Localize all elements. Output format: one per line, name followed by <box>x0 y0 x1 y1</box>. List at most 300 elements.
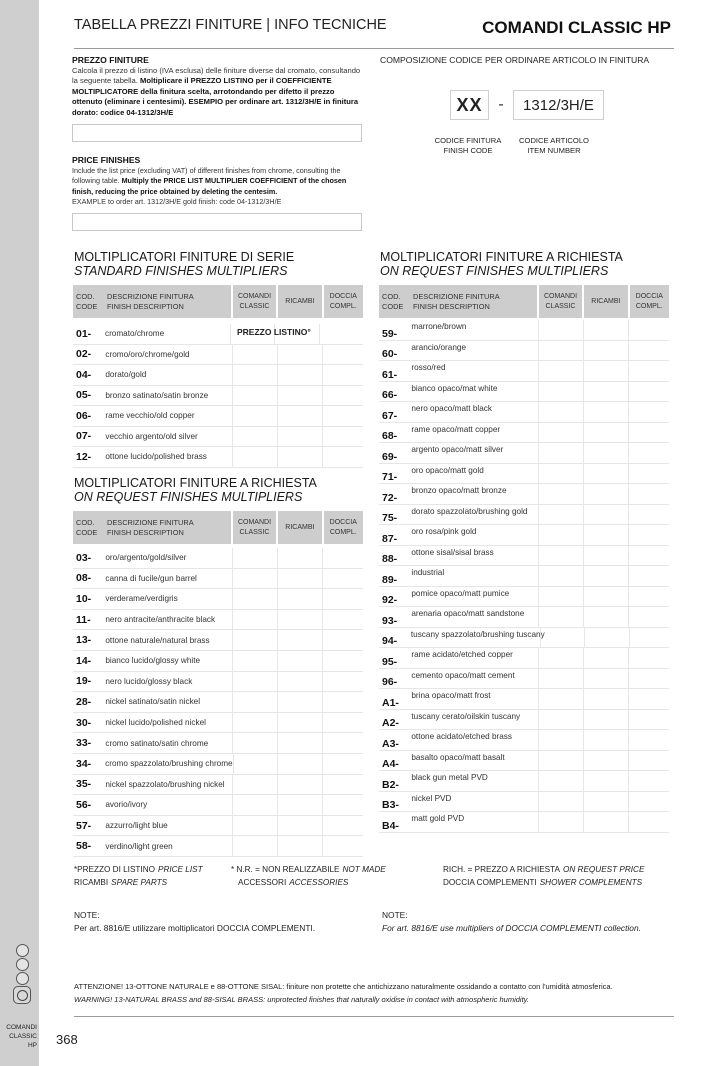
table-row <box>379 505 669 526</box>
table-row <box>73 795 363 816</box>
comandi-classic-cell <box>232 386 277 406</box>
ricambi-cell <box>277 672 322 692</box>
doccia-compl-cell <box>322 775 363 795</box>
doccia-compl-cell <box>628 505 669 525</box>
finish-code: 06- <box>76 409 92 422</box>
on-request-right-title: MOLTIPLICATORI FINITURE A RICHIESTA ON REQUEST FINISHES MULTIPLIERS <box>380 250 623 278</box>
ricambi-cell <box>277 365 322 385</box>
doccia-compl-cell <box>628 382 669 402</box>
finish-code: 92- <box>382 594 398 606</box>
doccia-compl-cell <box>322 345 363 365</box>
table-header: COD. CODE DESCRIZIONE FINITURA FINISH DESCRIPTION COMANDI CLASSIC RICAMBI DOCCIA COMPL. <box>73 285 363 318</box>
finish-code: 93- <box>382 614 398 627</box>
finish-code: A1- <box>382 696 399 709</box>
finish-description: tuscany cerato/oilskin tuscany <box>411 711 521 721</box>
standard-finishes-table <box>73 285 363 468</box>
ricambi-cell <box>583 710 628 730</box>
table-row <box>379 443 669 464</box>
on-request-right-table <box>379 285 669 833</box>
table-body <box>73 324 363 468</box>
ricambi-cell <box>583 443 628 463</box>
table-row <box>73 345 363 366</box>
ricambi-cell <box>583 587 628 607</box>
comandi-classic-cell <box>232 610 277 630</box>
finish-description: arancio/orange <box>411 342 466 352</box>
intro-box-it <box>72 124 362 142</box>
table-row <box>379 792 669 813</box>
comandi-classic-cell <box>232 427 277 447</box>
finish-description: nero antracite/anthracite black <box>105 615 216 625</box>
doccia-compl-cell <box>322 651 363 671</box>
finish-description: ottone sisal/sisal brass <box>411 547 494 557</box>
ricambi-cell <box>583 484 628 504</box>
table-row <box>379 669 669 690</box>
comandi-classic-cell <box>232 406 277 426</box>
table-row <box>379 771 669 792</box>
finish-description: cromo satinato/satin chrome <box>105 738 209 748</box>
knob-icon <box>16 944 29 957</box>
doccia-compl-cell <box>322 365 363 385</box>
code-separator: - <box>498 96 504 113</box>
ricambi-cell <box>583 402 628 422</box>
ricambi-cell <box>277 816 322 836</box>
comandi-classic-cell <box>538 464 583 484</box>
finish-description: brina opaco/matt frost <box>411 691 491 700</box>
doccia-compl-cell <box>628 751 669 771</box>
finish-description: pomice opaco/matt pumice <box>411 588 510 598</box>
finish-code: 33- <box>76 737 92 750</box>
finish-description: arenaria opaco/matt sandstone <box>411 609 525 618</box>
doccia-compl-cell <box>322 569 363 589</box>
comandi-classic-cell <box>538 402 583 422</box>
table-row <box>379 628 669 649</box>
doccia-compl-cell <box>628 423 669 443</box>
finish-code-box: XX <box>450 90 489 120</box>
ricambi-cell <box>583 382 628 402</box>
finish-code: 35- <box>76 778 92 791</box>
doccia-compl-cell <box>628 587 669 607</box>
comandi-classic-cell <box>232 651 277 671</box>
page-number: 368 <box>56 1032 78 1047</box>
finish-description: basalto opaco/matt basalt <box>411 752 505 762</box>
finish-code: 69- <box>382 450 398 463</box>
doccia-compl-cell <box>628 443 669 463</box>
finish-description: matt gold PVD <box>411 814 465 823</box>
price-list-label: PREZZO LISTINO° <box>237 327 311 337</box>
finish-code: 11- <box>76 613 91 626</box>
table-row <box>73 733 363 754</box>
doccia-compl-cell <box>628 484 669 504</box>
table-header: COD. CODE DESCRIZIONE FINITURA FINISH DESCRIPTION COMANDI CLASSIC RICAMBI DOCCIA COMPL. <box>73 511 363 544</box>
ricambi-cell <box>583 751 628 771</box>
finish-description: cromato/chrome <box>104 329 165 339</box>
comandi-classic-cell <box>538 812 583 832</box>
table-row <box>379 464 669 485</box>
finish-code: 94- <box>382 635 398 647</box>
knob-icon <box>16 958 29 971</box>
finish-code: 66- <box>382 389 398 401</box>
doccia-compl-cell <box>628 771 669 791</box>
finish-code: 71- <box>382 471 398 483</box>
finish-code: 08- <box>76 572 92 585</box>
finish-description: cromo/oro/chrome/gold <box>105 349 190 359</box>
finish-code: A3- <box>382 737 399 750</box>
table-row <box>73 569 363 590</box>
finish-description: black gun metal PVD <box>411 773 488 782</box>
doccia-compl-cell <box>322 692 363 712</box>
table-row <box>73 630 363 651</box>
legend-col-3: RICH. = PREZZO A RICHIESTA ON REQUEST PRICE DOCCIA COMPLEMENTI SHOWER COMPLEMENTS <box>443 865 645 887</box>
comandi-classic-cell <box>538 320 583 340</box>
comandi-classic-cell <box>538 648 583 668</box>
ricambi-cell <box>584 628 628 648</box>
ricambi-cell <box>277 427 322 447</box>
doccia-compl-cell <box>322 672 363 692</box>
comandi-classic-cell <box>538 669 583 689</box>
doccia-compl-cell <box>628 710 669 730</box>
table-row <box>379 607 669 628</box>
comandi-classic-cell <box>538 751 583 771</box>
table-row <box>73 713 363 734</box>
doccia-compl-cell <box>628 361 669 381</box>
comandi-classic-cell <box>232 692 277 712</box>
on-request-left-table <box>73 511 363 857</box>
finish-description: rame vecchio/old copper <box>105 411 195 421</box>
table-row <box>73 365 363 386</box>
collection-title: COMANDI CLASSIC HP <box>482 18 671 37</box>
item-number-label: CODICE ARTICOLO ITEM NUMBER <box>519 136 589 155</box>
ricambi-cell <box>277 447 322 467</box>
comandi-classic-cell <box>232 569 277 589</box>
finish-code: A4- <box>382 758 399 770</box>
finish-code: 95- <box>382 655 398 668</box>
doccia-compl-cell <box>628 730 669 750</box>
page-title: TABELLA PREZZI FINITURE | INFO TECNICHE <box>74 17 387 33</box>
table-row <box>73 775 363 796</box>
doccia-compl-cell <box>322 836 363 856</box>
doccia-compl-cell <box>319 324 363 344</box>
ricambi-cell <box>583 792 628 812</box>
doccia-compl-cell <box>322 427 363 447</box>
finish-description: canna di fucile/gun barrel <box>105 573 197 583</box>
ricambi-cell <box>583 669 628 689</box>
table-header: COD. CODE DESCRIZIONE FINITURA FINISH DESCRIPTION COMANDI CLASSIC RICAMBI DOCCIA COMPL. <box>379 285 669 318</box>
ricambi-cell <box>583 730 628 750</box>
finish-code: 61- <box>382 368 398 381</box>
finish-description: marrone/brown <box>411 322 467 331</box>
finish-description: ottone lucido/polished brass <box>105 452 207 462</box>
table-row <box>73 406 363 427</box>
comandi-classic-cell <box>538 792 583 812</box>
doccia-compl-cell <box>322 733 363 753</box>
header-divider <box>74 48 674 49</box>
table-row <box>379 341 669 362</box>
ricambi-cell <box>277 569 322 589</box>
note-en: NOTE: For art. 8816/E use multipliers of DOCCIA COMPLEMENTI collection. <box>382 910 641 933</box>
ricambi-cell <box>277 733 322 753</box>
ricambi-cell <box>583 546 628 566</box>
table-row <box>379 361 669 382</box>
doccia-compl-cell <box>322 795 363 815</box>
finish-code: 07- <box>76 430 92 443</box>
comandi-classic-cell <box>538 771 583 791</box>
finish-description: vecchio argento/old silver <box>105 431 198 441</box>
doccia-compl-cell <box>322 630 363 650</box>
doccia-compl-cell <box>322 447 363 467</box>
intro-title-en: PRICE FINISHES <box>72 155 141 165</box>
comandi-classic-cell <box>232 345 277 365</box>
intro-box-en <box>72 213 362 231</box>
comandi-classic-cell <box>232 447 277 467</box>
finish-description: nickel spazzolato/brushing nickel <box>105 779 225 789</box>
finish-description: cromo spazzolato/brushing chrome <box>105 759 233 769</box>
doccia-compl-cell <box>629 628 669 648</box>
ricambi-cell <box>277 836 322 856</box>
comandi-classic-cell <box>538 484 583 504</box>
finish-description: bronzo opaco/matt bronze <box>411 486 507 495</box>
finish-description: nickel satinato/satin nickel <box>105 697 201 707</box>
doccia-compl-cell <box>322 548 363 568</box>
ricambi-cell <box>277 692 322 712</box>
doccia-compl-cell <box>628 648 669 668</box>
finish-description: rosso/red <box>411 363 446 372</box>
ricambi-cell <box>583 812 628 832</box>
finish-description: verderame/verdigris <box>105 594 178 604</box>
finish-code: 19- <box>76 675 92 688</box>
finish-description: cemento opaco/matt cement <box>411 670 515 680</box>
footer-divider <box>74 1016 674 1017</box>
finish-description: nero opaco/matt black <box>411 404 492 413</box>
table-row <box>73 589 363 610</box>
doccia-compl-cell <box>628 566 669 586</box>
doccia-compl-cell <box>628 669 669 689</box>
ricambi-cell <box>583 423 628 443</box>
finish-code: B2- <box>382 778 399 791</box>
comandi-classic-cell <box>232 589 277 609</box>
table-row <box>379 423 669 444</box>
code-composition-title: COMPOSIZIONE CODICE PER ORDINARE ARTICOLO IN FINITURA <box>380 55 650 65</box>
comandi-classic-cell <box>232 816 277 836</box>
ricambi-cell <box>277 713 322 733</box>
ricambi-cell <box>277 345 322 365</box>
code-composition <box>380 55 680 155</box>
table-row <box>379 751 669 772</box>
ricambi-cell <box>583 648 628 668</box>
finish-code: 13- <box>76 634 92 647</box>
finish-description: oro opaco/matt gold <box>411 465 484 475</box>
doccia-compl-cell <box>628 792 669 812</box>
table-body <box>379 320 669 833</box>
finish-code: A2- <box>382 717 399 729</box>
table-row <box>73 447 363 468</box>
item-number-box: 1312/3H/E <box>513 90 604 120</box>
doccia-compl-cell <box>628 464 669 484</box>
comandi-classic-cell <box>538 546 583 566</box>
table-row <box>379 710 669 731</box>
finish-description: nickel lucido/polished nickel <box>105 718 206 728</box>
ricambi-cell <box>277 651 322 671</box>
finish-description: avorio/ivory <box>105 800 148 810</box>
ricambi-cell <box>277 775 322 795</box>
intro-text-en: Include the list price (excluding VAT) of different finishes from chrome, consulting the following table. Multiply the PRICE LIST MULTIPLIER COEFFICIENT of the chosen finish, reducing the price obtained by deleting the centesim. EXAMPLE to order art. 1312/3H/E gold finish: code 04-1312/3H/E <box>72 165 347 206</box>
ricambi-cell <box>583 361 628 381</box>
ricambi-cell <box>583 525 628 545</box>
table-row <box>379 484 669 505</box>
finish-description: ottone naturale/natural brass <box>105 635 210 645</box>
warning: ATTENZIONE! 13-OTTONE NATURALE e 88-OTTONE SISAL: finiture non protette che antichizzano naturalmente ossidando a contatto con l'umidità atmosferica. WARNING! 13-NATURAL BRASS and 88-SISAL BRASS: unprotected finishes that naturally oxidise in contact with atmospheric humidity. <box>74 982 613 1004</box>
standard-section-title: MOLTIPLICATORI FINITURE DI SERIE STANDARD FINISHES MULTIPLIERS <box>74 250 295 278</box>
doccia-compl-cell <box>322 610 363 630</box>
finish-code: 12- <box>76 450 92 463</box>
ricambi-cell <box>277 610 322 630</box>
table-row <box>379 812 669 833</box>
doccia-compl-cell <box>628 341 669 361</box>
finish-code: 04- <box>76 368 92 381</box>
table-row <box>73 672 363 693</box>
finish-code: 28- <box>76 695 92 708</box>
doccia-compl-cell <box>628 525 669 545</box>
ricambi-cell <box>583 566 628 586</box>
comandi-classic-cell <box>232 795 277 815</box>
finish-code: 34- <box>76 757 92 770</box>
ricambi-cell <box>277 589 322 609</box>
table-row <box>379 648 669 669</box>
doccia-compl-cell <box>322 816 363 836</box>
comandi-classic-cell <box>232 775 277 795</box>
table-row <box>73 324 363 345</box>
faucet-knobs-icon <box>13 944 31 1005</box>
knob-plate-icon <box>13 986 31 1004</box>
legend-col-2: * N.R. = NON REALIZZABILE NOT MADE ACCESSORI ACCESSORIES <box>231 865 386 887</box>
comandi-classic-cell <box>538 382 583 402</box>
table-row <box>379 587 669 608</box>
finish-code: 58- <box>76 840 92 853</box>
sidebar-label: COMANDI CLASSIC HP <box>6 1024 37 1049</box>
finish-code: 14- <box>76 654 92 667</box>
legend-col-1: *PREZZO DI LISTINO PRICE LIST RICAMBI SPARE PARTS <box>74 865 203 887</box>
finish-code: B4- <box>382 819 399 832</box>
doccia-compl-cell <box>322 386 363 406</box>
ricambi-cell <box>583 505 628 525</box>
finish-code: 02- <box>76 348 92 361</box>
comandi-classic-cell <box>538 525 583 545</box>
doccia-compl-cell <box>628 689 669 709</box>
comandi-classic-cell <box>538 607 583 627</box>
finish-description: oro rosa/pink gold <box>411 527 477 536</box>
finish-code: 75- <box>382 512 398 524</box>
ricambi-cell <box>277 386 322 406</box>
table-body <box>73 548 363 857</box>
table-row <box>73 548 363 569</box>
comandi-classic-cell <box>538 443 583 463</box>
finish-code: 72- <box>382 491 398 504</box>
ricambi-cell <box>583 320 628 340</box>
table-row <box>73 386 363 407</box>
finish-code: 87- <box>382 532 398 545</box>
finish-description: dorato spazzolato/brushing gold <box>411 506 528 516</box>
finish-description: nero lucido/glossy black <box>105 676 193 686</box>
finish-code: 05- <box>76 389 92 402</box>
finish-description: bianco lucido/glossy white <box>105 656 201 666</box>
finish-description: oro/argento/gold/silver <box>105 553 187 563</box>
ricambi-cell <box>583 689 628 709</box>
finish-code: 03- <box>76 551 92 564</box>
knob-icon <box>16 972 29 985</box>
table-row <box>379 320 669 341</box>
comandi-classic-cell <box>538 361 583 381</box>
table-row <box>73 816 363 837</box>
ricambi-cell <box>277 754 322 774</box>
finish-code: 30- <box>76 716 92 729</box>
finish-description: industrial <box>411 568 445 577</box>
table-row <box>73 427 363 448</box>
doccia-compl-cell <box>628 546 669 566</box>
doccia-compl-cell <box>322 713 363 733</box>
comandi-classic-cell <box>232 365 277 385</box>
table-row <box>379 689 669 710</box>
finish-description: verdino/light green <box>105 841 173 851</box>
finish-description: rame acidato/etched copper <box>411 650 513 659</box>
intro-text-it: Calcola il prezzo di listino (IVA esclusa) delle finiture diverse dal cromato, consultando la seguente tabella. Moltiplicare il PREZZO LISTINO per il COEFFICIENTE MOLTIPLICATORE della finitura scelta, arrotondando per difetto il prezzo ottenuto (eliminare i centesimi). ESEMPIO per ordinare art. 1312/3H/E in finitura dorato: codice 04-1312/3H/E <box>72 65 361 117</box>
finish-code: 10- <box>76 592 92 605</box>
ricambi-cell <box>583 771 628 791</box>
finish-code: B3- <box>382 799 399 811</box>
comandi-classic-cell <box>232 713 277 733</box>
doccia-compl-cell <box>628 402 669 422</box>
finish-code: 01- <box>76 327 92 340</box>
doccia-compl-cell <box>322 754 363 774</box>
doccia-compl-cell <box>322 589 363 609</box>
finish-description: bianco opaco/mat white <box>411 383 498 393</box>
table-row <box>73 754 363 775</box>
intro-section <box>72 55 364 244</box>
table-row <box>379 525 669 546</box>
sidebar <box>0 0 39 1066</box>
finish-code: 67- <box>382 409 398 422</box>
finish-code: 88- <box>382 553 398 565</box>
finish-code-label: CODICE FINITURA FINISH CODE <box>434 136 502 155</box>
finish-description: tuscany spazzolato/brushing tuscany <box>410 629 545 639</box>
table-row <box>379 566 669 587</box>
finish-description: argento opaco/matt silver <box>411 445 504 454</box>
note-it: NOTE: Per art. 8816/E utilizzare moltiplicatori DOCCIA COMPLEMENTI. <box>74 910 316 933</box>
comandi-classic-cell <box>538 689 583 709</box>
doccia-compl-cell <box>628 812 669 832</box>
comandi-classic-cell <box>232 733 277 753</box>
table-row <box>73 692 363 713</box>
ricambi-cell <box>583 464 628 484</box>
finish-code: 59- <box>382 327 398 340</box>
finish-description: nickel PVD <box>411 793 452 803</box>
ricambi-cell <box>277 630 322 650</box>
finish-description: rame opaco/matt copper <box>411 424 501 434</box>
ricambi-cell <box>277 406 322 426</box>
finish-code: 96- <box>382 676 398 688</box>
finish-description: bronzo satinato/satin bronze <box>105 390 209 400</box>
table-row <box>73 610 363 631</box>
on-request-left-title: MOLTIPLICATORI FINITURE A RICHIESTA ON REQUEST FINISHES MULTIPLIERS <box>74 476 317 504</box>
finish-code: 60- <box>382 348 398 360</box>
comandi-classic-cell <box>538 423 583 443</box>
finish-code: 57- <box>76 819 92 832</box>
comandi-classic-cell <box>538 341 583 361</box>
comandi-classic-cell <box>232 672 277 692</box>
comandi-classic-cell <box>232 548 277 568</box>
ricambi-cell <box>583 341 628 361</box>
finish-description: ottone acidato/etched brass <box>411 732 512 741</box>
table-row <box>379 546 669 567</box>
table-row <box>73 651 363 672</box>
